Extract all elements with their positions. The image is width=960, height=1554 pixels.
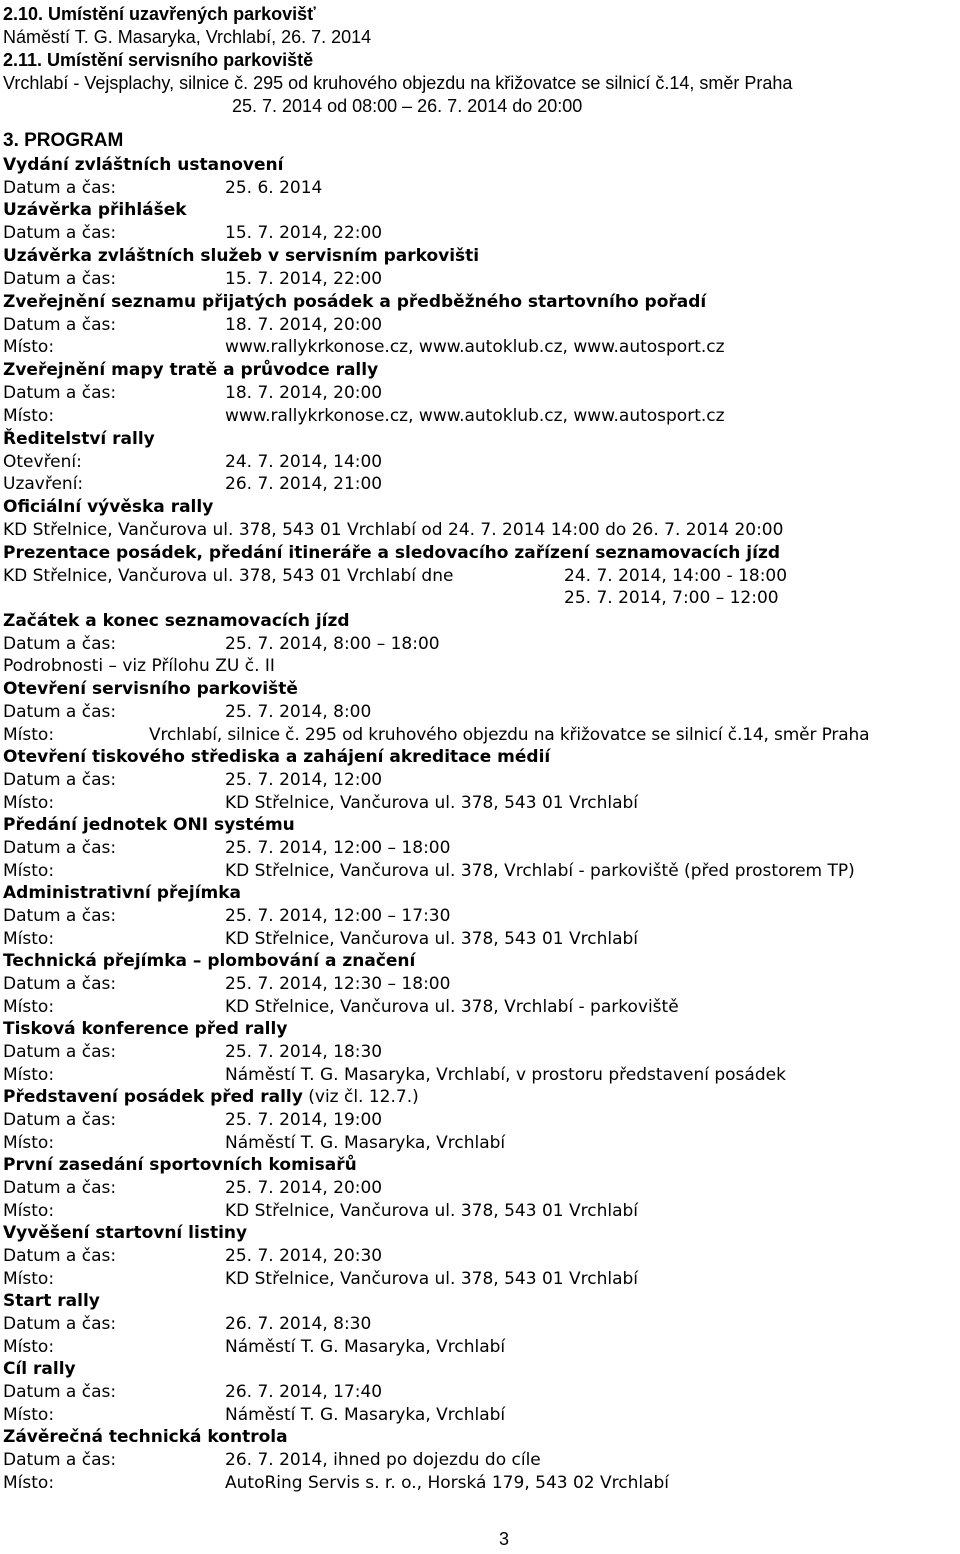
row-value: KD Střelnice, Vančurova ul. 378, Vrchlabí - parkoviště <box>225 997 679 1017</box>
row-label: Datum a čas: <box>3 269 117 289</box>
row-label: Datum a čas: <box>3 906 117 926</box>
row-label: Místo: <box>3 725 55 745</box>
row-value: 18. 7. 2014, 20:00 <box>225 315 383 335</box>
row-value: KD Střelnice, Vančurova ul. 378, Vrchlabí - parkoviště (před prostorem TP) <box>225 861 855 881</box>
row-value: 25. 7. 2014, 12:00 <box>225 770 383 790</box>
row-label: Datum a čas: <box>3 1450 117 1470</box>
item-row <box>3 222 383 244</box>
row-value: Náměstí T. G. Masaryka, Vrchlabí, v prostoru představení posádek <box>225 1065 786 1085</box>
service-title: Otevření servisního parkoviště <box>3 679 298 699</box>
board-title: Oficiální vývěska rally <box>3 497 214 517</box>
row-value-links[interactable]: www.rallykrkonose.cz, www.autoklub.cz, www.autosport.cz <box>225 337 725 357</box>
prez-row <box>3 565 788 587</box>
item-row <box>3 1200 638 1222</box>
item-title: Představení posádek před rally <box>3 1087 303 1107</box>
item-title: Vydání zvláštních ustanovení <box>3 155 284 175</box>
section-2-11-text-2: 25. 7. 2014 od 08:00 – 26. 7. 2014 do 20:00 <box>232 96 583 116</box>
item-row <box>3 451 383 473</box>
item-title: Vyvěšení startovní listiny <box>3 1223 248 1243</box>
row-label: Místo: <box>3 1337 55 1357</box>
item-row <box>3 1177 383 1199</box>
item-title-line <box>3 1086 419 1108</box>
row-value: 26. 7. 2014, 21:00 <box>225 474 383 494</box>
row-label: Místo: <box>3 1133 55 1153</box>
item-row <box>3 792 638 814</box>
row-label: Datum a čas: <box>3 1110 117 1130</box>
row-value: 25. 7. 2014, 12:00 – 17:30 <box>225 906 451 926</box>
page-number: 3 <box>499 1529 510 1549</box>
row-label: Datum a čas: <box>3 1178 117 1198</box>
row-label: Datum a čas: <box>3 223 117 243</box>
row-value: 25. 7. 2014, 19:00 <box>225 1110 383 1130</box>
row-value: 25. 6. 2014 <box>225 178 323 198</box>
row-value: 26. 7. 2014, 17:40 <box>225 1382 383 1402</box>
row-label: Datum a čas: <box>3 1382 117 1402</box>
item-title: Ředitelství rally <box>3 429 155 449</box>
row-value: 25. 7. 2014, 20:30 <box>225 1246 383 1266</box>
item-row <box>3 1404 506 1426</box>
program-heading: 3. PROGRAM <box>3 130 124 151</box>
item-row <box>3 1268 638 1290</box>
row-value: AutoRing Servis s. r. o., Horská 179, 543 02 Vrchlabí <box>225 1473 670 1493</box>
row-label: Místo: <box>3 1269 55 1289</box>
row-label: Datum a čas: <box>3 383 117 403</box>
row-value: 25. 7. 2014, 12:30 – 18:00 <box>225 974 451 994</box>
item-title: Předání jednotek ONI systému <box>3 815 295 835</box>
section-2-11-title: 2.11. Umístění servisního parkoviště <box>3 50 314 70</box>
item-title: Start rally <box>3 1291 100 1311</box>
item-row <box>3 1245 383 1267</box>
row-value: 25. 7. 2014, 20:00 <box>225 1178 383 1198</box>
row-value: 15. 7. 2014, 22:00 <box>225 223 383 243</box>
item-title-suffix: (viz čl. 12.7.) <box>302 1087 419 1107</box>
row-value: KD Střelnice, Vančurova ul. 378, 543 01 Vrchlabí <box>225 1269 638 1289</box>
row-label: Místo: <box>3 929 55 949</box>
service-row <box>3 724 870 746</box>
row-value: KD Střelnice, Vančurova ul. 378, 543 01 Vrchlabí <box>225 1201 638 1221</box>
item-title: Uzávěrka přihlášek <box>3 200 187 220</box>
board-text: KD Střelnice, Vančurova ul. 378, 543 01 Vrchlabí od 24. 7. 2014 14:00 do 26. 7. 2014 20:00 <box>3 520 784 540</box>
row-value: KD Střelnice, Vančurova ul. 378, 543 01 Vrchlabí <box>225 793 638 813</box>
item-row <box>3 905 451 927</box>
prez-text: KD Střelnice, Vančurova ul. 378, 543 01 Vrchlabí dne <box>3 566 454 586</box>
item-row <box>3 268 383 290</box>
row-label: Datum a čas: <box>3 702 117 722</box>
item-row <box>3 1109 383 1131</box>
row-label: Místo: <box>3 337 55 357</box>
item-row <box>3 837 451 859</box>
item-title: Cíl rally <box>3 1359 76 1379</box>
row-value: 24. 7. 2014, 14:00 <box>225 452 383 472</box>
item-title: Zveřejnění seznamu přijatých posádek a předběžného startovního pořadí <box>3 292 707 312</box>
recce-note: Podrobnosti – viz Přílohu ZU č. II <box>3 656 275 676</box>
item-title: Technická přejímka – plombování a značení <box>3 951 416 971</box>
row-label: Místo: <box>3 861 55 881</box>
item-row <box>3 860 855 882</box>
item-row <box>3 314 383 336</box>
item-row <box>3 996 679 1018</box>
row-label: Datum a čas: <box>3 974 117 994</box>
item-row <box>3 177 323 199</box>
row-label: Otevření: <box>3 452 82 472</box>
row-label: Datum a čas: <box>3 838 117 858</box>
item-row <box>3 1132 506 1154</box>
item-row <box>3 1313 372 1335</box>
section-2-11-text-1: Vrchlabí - Vejsplachy, silnice č. 295 od kruhového objezdu na křižovatce se silnicí č.14, směr Praha <box>3 73 793 93</box>
item-row <box>3 973 451 995</box>
item-row <box>3 1449 541 1471</box>
section-2-10-text: Náměstí T. G. Masaryka, Vrchlabí, 26. 7. 2014 <box>3 27 372 47</box>
row-label: Místo: <box>3 1065 55 1085</box>
row-label: Datum a čas: <box>3 770 117 790</box>
row-label: Datum a čas: <box>3 634 117 654</box>
item-row <box>3 928 638 950</box>
item-title: Závěrečná technická kontrola <box>3 1427 288 1447</box>
row-label: Uzavření: <box>3 474 84 494</box>
prez-title: Prezentace posádek, předání itineráře a sledovacího zařízení seznamovacích jízd <box>3 543 781 563</box>
item-title: Administrativní přejímka <box>3 883 242 903</box>
row-value: 25. 7. 2014, 8:00 – 18:00 <box>225 634 440 654</box>
row-value: 25. 7. 2014, 18:30 <box>225 1042 383 1062</box>
row-value: 18. 7. 2014, 20:00 <box>225 383 383 403</box>
row-value: Vrchlabí, silnice č. 295 od kruhového objezdu na křižovatce se silnicí č.14, směr Praha <box>149 725 870 745</box>
row-value: KD Střelnice, Vančurova ul. 378, 543 01 Vrchlabí <box>225 929 638 949</box>
item-row <box>3 1381 383 1403</box>
item-row <box>3 473 383 495</box>
recce-title: Začátek a konec seznamovacích jízd <box>3 611 350 631</box>
recce-row <box>3 633 440 655</box>
item-title: Zveřejnění mapy tratě a průvodce rally <box>3 360 379 380</box>
prez-time-2: 25. 7. 2014, 7:00 – 12:00 <box>564 588 779 608</box>
row-label: Místo: <box>3 1201 55 1221</box>
item-title: Otevření tiskového střediska a zahájení akreditace médií <box>3 747 551 767</box>
row-value: Náměstí T. G. Masaryka, Vrchlabí <box>225 1337 506 1357</box>
row-label: Místo: <box>3 997 55 1017</box>
row-label: Datum a čas: <box>3 1314 117 1334</box>
section-2-10-title: 2.10. Umístění uzavřených parkovišť <box>3 4 316 24</box>
item-title: První zasedání sportovních komisařů <box>3 1155 357 1175</box>
item-title: Uzávěrka zvláštních služeb v servisním parkovišti <box>3 246 480 266</box>
row-value: 26. 7. 2014, 8:30 <box>225 1314 372 1334</box>
row-value: Náměstí T. G. Masaryka, Vrchlabí <box>225 1405 506 1425</box>
prez-time-1: 24. 7. 2014, 14:00 - 18:00 <box>564 566 788 586</box>
service-row <box>3 701 372 723</box>
item-title: Tisková konference před rally <box>3 1019 288 1039</box>
item-row <box>3 336 725 358</box>
row-label: Datum a čas: <box>3 1246 117 1266</box>
row-value: 25. 7. 2014, 8:00 <box>225 702 372 722</box>
item-row <box>3 1472 670 1494</box>
row-value: 15. 7. 2014, 22:00 <box>225 269 383 289</box>
item-row <box>3 769 383 791</box>
row-value: Náměstí T. G. Masaryka, Vrchlabí <box>225 1133 506 1153</box>
row-label: Místo: <box>3 1405 55 1425</box>
row-value-links[interactable]: www.rallykrkonose.cz, www.autoklub.cz, www.autosport.cz <box>225 406 725 426</box>
item-row <box>3 382 383 404</box>
row-label: Místo: <box>3 1473 55 1493</box>
row-value: 26. 7. 2014, ihned po dojezdu do cíle <box>225 1450 541 1470</box>
item-row <box>3 1336 506 1358</box>
row-value: 25. 7. 2014, 12:00 – 18:00 <box>225 838 451 858</box>
item-row <box>3 1064 786 1086</box>
row-label: Místo: <box>3 793 55 813</box>
row-label: Datum a čas: <box>3 1042 117 1062</box>
row-label: Datum a čas: <box>3 178 117 198</box>
item-row <box>3 1041 383 1063</box>
item-row <box>3 405 725 427</box>
row-label: Místo: <box>3 406 55 426</box>
row-label: Datum a čas: <box>3 315 117 335</box>
